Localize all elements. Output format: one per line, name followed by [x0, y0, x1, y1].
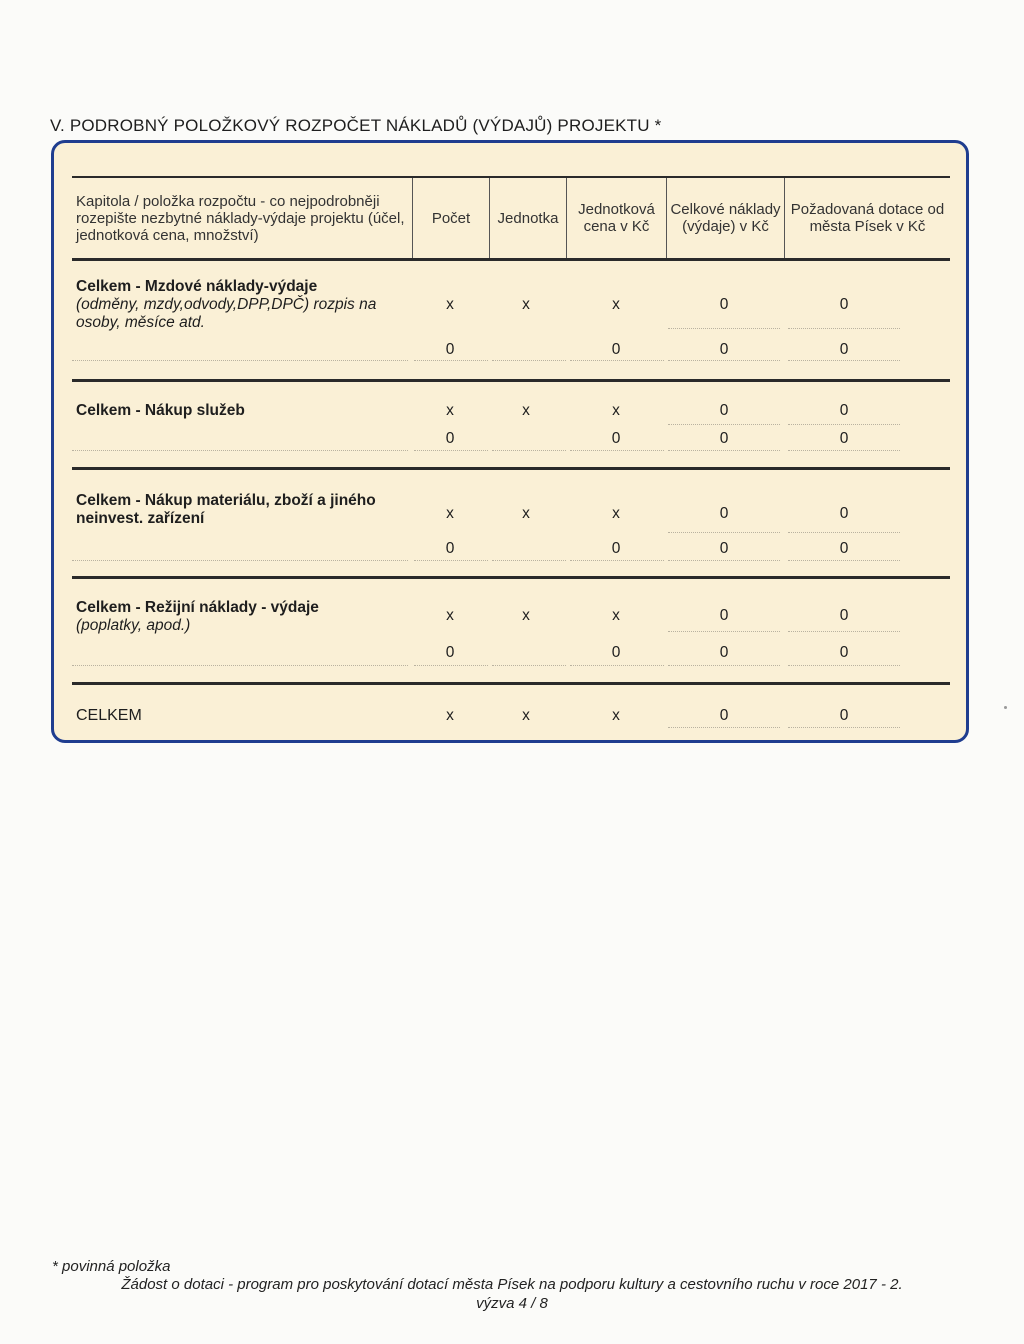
- total-cost-value: 0: [719, 505, 729, 522]
- count-value: x: [446, 505, 454, 522]
- unit-price-value: x: [612, 505, 620, 522]
- total-cost-value: 0: [719, 607, 729, 624]
- header-description: Kapitola / položka rozpočtu - co nejpodrobněji rozepište nezbytné náklady-výdaje projektu (účel, jednotková cena, množství): [76, 192, 405, 244]
- requested-input[interactable]: 0: [839, 430, 849, 447]
- total-count: x: [446, 707, 454, 724]
- total-cost-value: 0: [719, 402, 729, 419]
- total-cost-input[interactable]: 0: [719, 430, 729, 447]
- count-input[interactable]: 0: [445, 341, 455, 358]
- total-cost-input[interactable]: 0: [719, 644, 729, 661]
- total-cost-input[interactable]: 0: [719, 540, 729, 557]
- section-wages: [72, 256, 950, 376]
- required-note: * povinná položka: [52, 1258, 171, 1275]
- unit-price-input[interactable]: 0: [611, 540, 621, 557]
- requested-input[interactable]: 0: [839, 341, 849, 358]
- header-unit: Jednotka: [489, 178, 566, 258]
- section-title-wages: Celkem - Mzdové náklady-výdaje (odměny, mzdy,odvody,DPP,DPČ) rozpis na osoby, měsíce atd.: [76, 278, 377, 331]
- section-title: V. PODROBNÝ POLOŽKOVÝ ROZPOČET NÁKLADŮ (VÝDAJŮ) PROJEKTU *: [50, 116, 662, 135]
- count-value: x: [446, 296, 454, 313]
- count-value: x: [446, 402, 454, 419]
- header-count: Počet: [412, 178, 489, 258]
- header-unit-price: Jednotková cena v Kč: [566, 178, 666, 258]
- count-input[interactable]: 0: [445, 430, 455, 447]
- unit-price-value: x: [612, 607, 620, 624]
- unit-price-value: x: [612, 402, 620, 419]
- unit-value: x: [522, 505, 530, 522]
- count-input[interactable]: 0: [445, 540, 455, 557]
- count-input[interactable]: 0: [445, 644, 455, 661]
- requested-value: 0: [839, 402, 849, 419]
- budget-panel: [51, 140, 969, 743]
- header-requested: Požadovaná dotace od města Písek v Kč: [784, 178, 950, 258]
- requested-input[interactable]: 0: [839, 644, 849, 661]
- unit-price-value: x: [612, 296, 620, 313]
- document-title: Žádost o dotaci - program pro poskytování dotací města Písek na podporu kultury a cestovního ruchu v roce 2017 - 2.: [121, 1276, 903, 1293]
- unit-value: x: [522, 402, 530, 419]
- table-header: [72, 176, 950, 261]
- total-cost-sum: 0: [719, 707, 729, 724]
- requested-input[interactable]: 0: [839, 540, 849, 557]
- header-total-cost: Celkové náklady (výdaje) v Kč: [666, 178, 784, 258]
- total-requested-sum: 0: [839, 707, 849, 724]
- requested-value: 0: [839, 505, 849, 522]
- total-cost-value: 0: [719, 296, 729, 313]
- total-unit: x: [522, 707, 530, 724]
- unit-price-input[interactable]: 0: [611, 430, 621, 447]
- section-title-materials: Celkem - Nákup materiálu, zboží a jiného neinvest. zařízení: [76, 492, 376, 527]
- section-materials: [72, 467, 950, 576]
- section-overhead: [72, 576, 950, 683]
- requested-value: 0: [839, 296, 849, 313]
- section-title-services: Celkem - Nákup služeb: [76, 402, 245, 419]
- section-services: [72, 379, 950, 468]
- section-total: [72, 682, 950, 740]
- count-value: x: [446, 607, 454, 624]
- requested-value: 0: [839, 607, 849, 624]
- total-cost-input[interactable]: 0: [719, 341, 729, 358]
- total-label: CELKEM: [76, 707, 142, 724]
- total-unit-price: x: [612, 707, 620, 724]
- unit-value: x: [522, 607, 530, 624]
- unit-price-input[interactable]: 0: [611, 644, 621, 661]
- unit-value: x: [522, 296, 530, 313]
- page-number: výzva 4 / 8: [476, 1295, 548, 1312]
- section-title-overhead: Celkem - Režijní náklady - výdaje (poplatky, apod.): [76, 599, 319, 634]
- unit-price-input[interactable]: 0: [611, 341, 621, 358]
